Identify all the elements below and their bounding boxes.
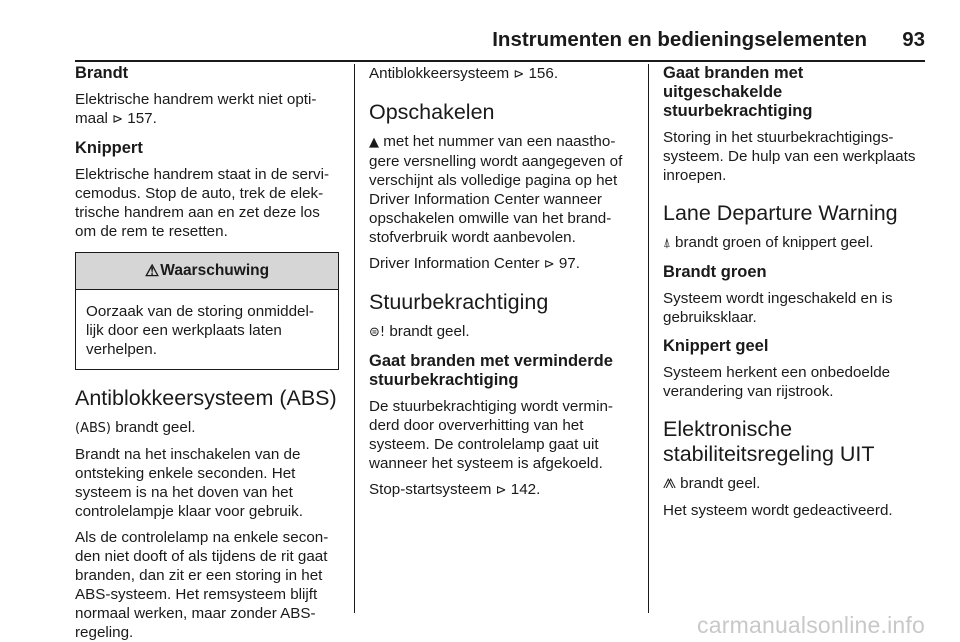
upshift-arrow-icon: ▲ [369, 135, 379, 150]
page-ref-link[interactable]: 142. [510, 481, 541, 498]
page-ref-link[interactable]: 156. [528, 65, 559, 82]
warning-header [76, 253, 338, 290]
esp-heading: Elektronische stabiliteitsregeling UIT [663, 417, 875, 466]
watermark: carmanualsonline.info [697, 612, 925, 638]
page-header [75, 22, 925, 62]
page-number: 93 [902, 28, 925, 51]
page-ref-arrow-icon: ⊳ [513, 67, 525, 82]
section-title: Instrumenten en bedieningselementen [492, 28, 867, 51]
column-1 [75, 64, 339, 642]
abs-reference: Antiblokkeersysteem ⊳ 156. [369, 65, 559, 82]
opschakelen-heading: Opschakelen [369, 100, 495, 124]
abs-paragraph-1: Brandt na het inschakelen van de ontsteking enkele seconden. Het systeem is na het doven van het controlelampje klaar voor gebruik. [75, 446, 303, 520]
knippert-geel-heading: Knippert geel [663, 337, 769, 355]
brandt-heading: Brandt [75, 64, 129, 82]
warning-box [75, 252, 339, 370]
steering-warning-lamp-icon: ⊜! [369, 325, 386, 340]
disabled-steering-text: Storing in het stuurbekrachtigings‐ systeem. De hulp van een werkplaats inroepen. [663, 129, 916, 184]
brandt-text: Elektrische handrem werkt niet opti‐ maal ⊳ 157. [75, 91, 317, 127]
page-ref-arrow-icon: ⊳ [112, 112, 124, 127]
warning-triangle-icon: ⚠ [144, 263, 160, 280]
esp-off-lamp-icon: ⨇ [663, 477, 676, 492]
page-ref-arrow-icon: ⊳ [495, 483, 507, 498]
brandt-groen-text: Systeem wordt ingeschakeld en is gebruiksklaar. [663, 290, 893, 326]
abs-lamp-text: (ABS) brandt geel. [75, 419, 196, 436]
column-2 [369, 64, 634, 500]
page-ref-arrow-icon: ⊳ [543, 257, 555, 272]
ldw-lamp-text: ⍋ brandt groen of knippert geel. [663, 234, 874, 251]
warning-body: Oorzaak van de storing onmiddel‐ lijk door een werkplaats laten verhelpen. [86, 303, 314, 358]
column-divider-2 [648, 64, 649, 613]
disabled-steering-heading: Gaat branden met uitgeschakelde stuurbekrachtiging [663, 64, 813, 120]
knippert-geel-text: Systeem herkent een onbedoelde verandering van rijstrook. [663, 364, 891, 400]
page-ref-link[interactable]: 157. [127, 110, 157, 127]
abs-warning-lamp-icon: (ABS) [75, 421, 111, 436]
dic-reference: Driver Information Center ⊳ 97. [369, 255, 580, 272]
reduced-steering-text: De stuurbekrachtiging wordt vermin‐ derd door oververhitting van het systeem. De controlelamp gaat uit wanneer het systeem is afgekoeld. [369, 398, 613, 472]
lane-departure-heading: Lane Departure Warning [663, 201, 898, 225]
opschakelen-text: ▲ met het nummer van een naastho‐ gere versnelling wordt aangegeven of verschijnt als volledige pagina op het Driver Information Center wanneer opschakelen omwille van het brand‐ stofverbruik wordt aanbevolen. [369, 133, 623, 246]
abs-paragraph-2: Als de controlelamp na enkele secon‐ den niet dooft of als tijdens de rit gaat branden, dan zit er een storing in het ABS-systeem. Het remsysteem blijft normaal werken, maar zonder ABS- regeling. [75, 529, 329, 641]
esp-text: Het systeem wordt gedeactiveerd. [663, 502, 893, 519]
stopstart-reference: Stop-startsysteem ⊳ 142. [369, 481, 541, 498]
column-3 [663, 64, 925, 520]
lane-departure-lamp-icon: ⍋ [663, 236, 671, 251]
page-ref-link[interactable]: 97. [558, 255, 580, 272]
reduced-steering-heading: Gaat branden met verminderde stuurbekrachtiging [369, 352, 613, 389]
stuurbekrachtiging-heading: Stuurbekrachtiging [369, 290, 549, 314]
esp-lamp-text: ⨇ brandt geel. [663, 475, 761, 492]
column-divider-1 [354, 64, 355, 613]
brandt-groen-heading: Brandt groen [663, 263, 767, 281]
steering-lamp-text: ⊜! brandt geel. [369, 323, 470, 340]
warning-title: Waarschuwing [160, 262, 270, 279]
knippert-heading: Knippert [75, 139, 143, 157]
abs-heading: Antiblokkeersysteem (ABS) [75, 386, 337, 410]
knippert-text: Elektrische handrem staat in de servi‐ cemodus. Stop de auto, trek de elek‐ trische handrem aan en zet deze los om de rem te resetten. [75, 166, 330, 240]
